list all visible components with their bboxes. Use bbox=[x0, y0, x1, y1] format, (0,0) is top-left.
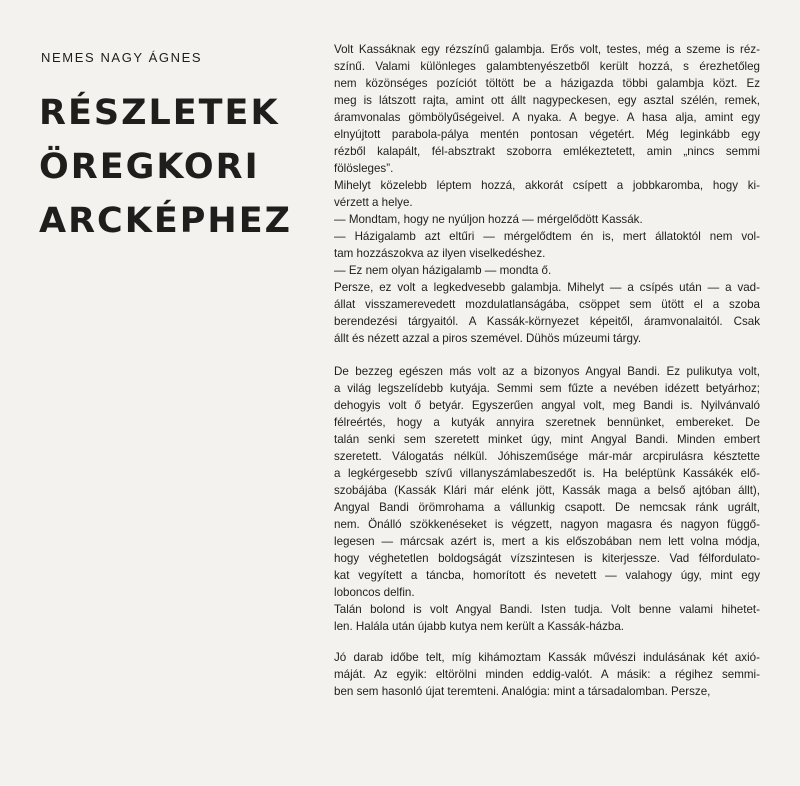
text-line: Persze, ez volt a legkedvesebb galambja. Mihelyt — a csípés után — a vad- bbox=[334, 281, 760, 294]
text-line: dehogyis volt ő betyár. Egyszerűen angyal volt, meg Bandi is. Nyilvánvaló bbox=[334, 399, 760, 412]
text-line: — Mondtam, hogy ne nyúljon hozzá — mérgelődött Kassák. bbox=[334, 213, 643, 226]
text-line: ben sem hasonló újat teremteni. Analógia: mint a társadalomban. Persze, bbox=[334, 685, 711, 698]
paragraph bbox=[334, 279, 760, 347]
section-gap bbox=[334, 347, 760, 363]
section-gap bbox=[334, 635, 760, 649]
text-line: De bezzeg egészen más volt az a bizonyos Angyal Bandi. Ez pulikutya volt, bbox=[334, 365, 760, 378]
title-line: RÉSZLETEK bbox=[39, 93, 280, 133]
text-line: szobájába (Kassák Klári már elénk jött, Kassák maga a belső ajtóban állt), bbox=[334, 484, 760, 497]
author-name: NEMES NAGY ÁGNES bbox=[41, 50, 203, 65]
text-line: fölösleges”. bbox=[334, 162, 394, 175]
paragraph bbox=[334, 228, 760, 262]
text-line: nem közönséges pozíciót töltött be a házigazda többi galambja közt. Ez bbox=[334, 77, 760, 90]
title-line: ARCKÉPHEZ bbox=[39, 201, 292, 241]
text-line: áramvonalas gömbölyűségeivel. A nyaka. A begye. A hasa alja, amint egy bbox=[334, 111, 760, 124]
text-line: rézből kalapált, fél-absztrakt szoborra emlékeztetett, amin „nincs semmi bbox=[334, 145, 760, 158]
text-line: talán senki sem szeretett minket úgy, mint Angyal Bandi. Minden embert bbox=[334, 433, 760, 446]
body-text bbox=[334, 41, 760, 700]
text-line: állat visszamerevedett mozdulatlanságába, csöppet sem ütött el a szoba bbox=[334, 298, 760, 311]
paragraph bbox=[334, 41, 760, 177]
text-line: állt és nézett azzal a piros szemével. Dühös múzeumi tárgy. bbox=[334, 332, 642, 345]
text-line: nem. Önálló szökkenéseket is végzett, nagyon magasra és nagyon függő- bbox=[334, 518, 760, 531]
text-line: meg is látszott rajta, amint ott állt nagypeckesen, egy asztal szélén, remek, bbox=[334, 94, 760, 107]
text-line: Mihelyt közelebb léptem hozzá, akkorát csípett a jobbkaromba, hogy ki- bbox=[334, 179, 760, 192]
paragraph bbox=[334, 601, 760, 635]
text-line: vérzett a helye. bbox=[334, 196, 413, 209]
text-line: hogy véghetetlen boldogságát vízszintesen is kiterjessze. Vad félfordulato- bbox=[334, 552, 760, 565]
text-line: legesen — márcsak azért is, mert a kis előszobában nem lett volna módja, bbox=[334, 535, 760, 548]
page-title bbox=[39, 86, 292, 248]
title-line: ÖREGKORI bbox=[39, 147, 260, 187]
text-line: tam hozzászokva az ilyen viselkedéshez. bbox=[334, 247, 546, 260]
text-line: — Házigalamb azt eltűri — mérgelődtem én is, mert állatoktól nem vol- bbox=[334, 230, 760, 243]
text-line: színű. Valami különleges galambtenyészetből került hozzá, s érezhetőleg bbox=[334, 60, 760, 73]
text-line: — Ez nem olyan házigalamb — mondta ő. bbox=[334, 264, 552, 277]
text-line: a legkérgesebb szívű villanyszámlabeszedőt is. Ha beléptünk Kassákék elő- bbox=[334, 467, 760, 480]
text-line: a világ legszelídebb kutyája. Semmi sem fűzte a nevében idézett betyárhoz; bbox=[334, 382, 760, 395]
paragraph bbox=[334, 649, 760, 700]
text-line: Volt Kassáknak egy rézszínű galambja. Erős volt, testes, még a szeme is réz- bbox=[334, 43, 760, 56]
paragraph bbox=[334, 177, 760, 211]
text-line: berendezési tárgyaitól. A Kassák-környezet képeitől, áramvonalaitól. Csak bbox=[334, 315, 760, 328]
paragraph bbox=[334, 363, 760, 601]
text-line: kat vegyített a táncba, homorított és nevetett — valahogy úgy, mint egy bbox=[334, 569, 760, 582]
text-line: len. Halála után újabb kutya nem került a Kassák-házba. bbox=[334, 620, 625, 633]
text-line: loboncos delfin. bbox=[334, 586, 415, 599]
text-line: félreértés, hogy a kutyák annyira szeretnek bennünket, embereket. De bbox=[334, 416, 760, 429]
text-line: elnyújtott parabola-pálya mentén pontosan végetért. Még leginkább egy bbox=[334, 128, 760, 141]
text-line: máját. Az egyik: eltörölni minden eddig-valót. A másik: a régihez semmi- bbox=[334, 668, 760, 681]
text-line: Talán bolond is volt Angyal Bandi. Isten tudja. Volt benne valami hihetet- bbox=[334, 603, 760, 616]
text-line: szeretett. Válogatás nélkül. Jóhiszeműsége már-már arcpirulásra késztette bbox=[334, 450, 760, 463]
paragraph bbox=[334, 262, 760, 279]
text-line: Angyal Bandi örömrohama a vállunkig csapott. De nemcsak ránk ugrált, bbox=[334, 501, 760, 514]
paragraph bbox=[334, 211, 760, 228]
text-line: Jó darab időbe telt, míg kihámoztam Kassák művészi indulásának két axió- bbox=[334, 651, 760, 664]
